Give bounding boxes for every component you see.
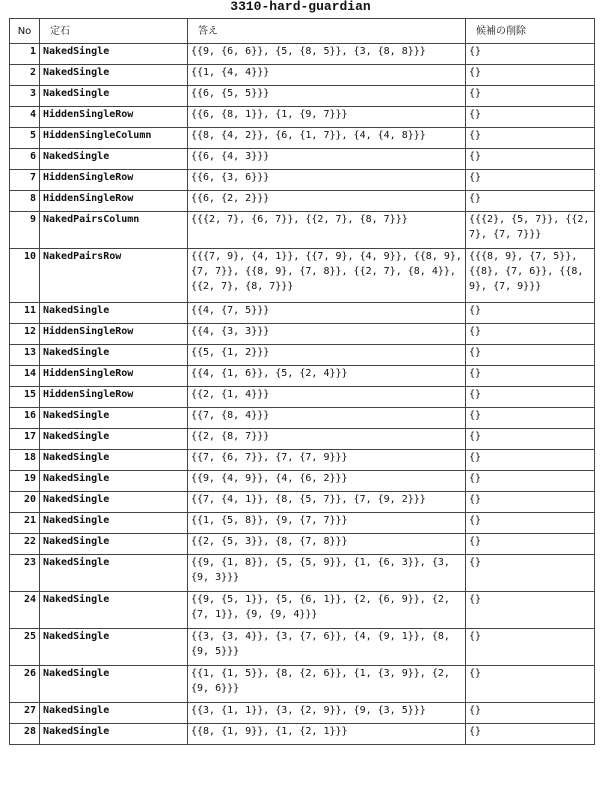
row-number: 10	[10, 249, 40, 303]
table-row	[10, 86, 595, 107]
row-number: 12	[10, 324, 40, 345]
table-row	[10, 387, 595, 408]
row-technique: NakedSingle	[40, 303, 188, 324]
row-technique: NakedSingle	[40, 555, 188, 592]
table-row	[10, 471, 595, 492]
row-answer: {{2, {5, 3}}, {8, {7, 8}}}	[188, 534, 466, 555]
row-technique: NakedSingle	[40, 534, 188, 555]
table-row	[10, 450, 595, 471]
row-number: 25	[10, 629, 40, 666]
row-technique: NakedSingle	[40, 44, 188, 65]
table-row	[10, 212, 595, 249]
row-answer: {{4, {7, 5}}}	[188, 303, 466, 324]
row-technique: NakedSingle	[40, 450, 188, 471]
table-row	[10, 629, 595, 666]
row-removal: {}	[466, 703, 595, 724]
row-removal: {}	[466, 303, 595, 324]
row-answer: {{3, {3, 4}}, {3, {7, 6}}, {4, {9, 1}}, {8, {9, 5}}}	[188, 629, 466, 666]
row-removal: {}	[466, 534, 595, 555]
row-answer: {{9, {6, 6}}, {5, {8, 5}}, {3, {8, 8}}}	[188, 44, 466, 65]
row-answer: {{8, {4, 2}}, {6, {1, 7}}, {4, {4, 8}}}	[188, 128, 466, 149]
row-removal: {}	[466, 724, 595, 745]
table-row	[10, 666, 595, 703]
table-row	[10, 65, 595, 86]
row-removal: {}	[466, 629, 595, 666]
row-number: 22	[10, 534, 40, 555]
table-row	[10, 128, 595, 149]
row-removal: {}	[466, 471, 595, 492]
row-removal: {}	[466, 170, 595, 191]
row-removal: {}	[466, 408, 595, 429]
row-removal: {}	[466, 128, 595, 149]
row-removal: {}	[466, 44, 595, 65]
row-number: 13	[10, 345, 40, 366]
row-number: 2	[10, 65, 40, 86]
row-number: 5	[10, 128, 40, 149]
solution-table	[9, 18, 595, 745]
table-row	[10, 366, 595, 387]
row-technique: NakedSingle	[40, 592, 188, 629]
row-technique: NakedSingle	[40, 666, 188, 703]
table-row	[10, 703, 595, 724]
row-answer: {{1, {4, 4}}}	[188, 65, 466, 86]
row-number: 1	[10, 44, 40, 65]
page-title: 3310-hard-guardian	[230, 0, 371, 14]
row-answer: {{4, {1, 6}}, {5, {2, 4}}}	[188, 366, 466, 387]
row-technique: NakedSingle	[40, 471, 188, 492]
row-technique: NakedSingle	[40, 86, 188, 107]
row-removal: {}	[466, 324, 595, 345]
table-row	[10, 513, 595, 534]
row-technique: NakedSingle	[40, 65, 188, 86]
row-technique: NakedSingle	[40, 149, 188, 170]
row-technique: NakedSingle	[40, 408, 188, 429]
row-technique: HiddenSingleRow	[40, 191, 188, 212]
row-answer: {{9, {1, 8}}, {5, {5, 9}}, {1, {6, 3}}, {3, {9, 3}}}	[188, 555, 466, 592]
row-number: 16	[10, 408, 40, 429]
row-answer: {{6, {5, 5}}}	[188, 86, 466, 107]
table-row	[10, 170, 595, 191]
row-number: 27	[10, 703, 40, 724]
row-removal: {}	[466, 191, 595, 212]
row-technique: NakedPairsColumn	[40, 212, 188, 249]
table-row	[10, 149, 595, 170]
row-answer: {{6, {3, 6}}}	[188, 170, 466, 191]
row-answer: {{8, {1, 9}}, {1, {2, 1}}}	[188, 724, 466, 745]
row-number: 4	[10, 107, 40, 128]
row-removal: {{{2}, {5, 7}}, {{2, 7}, {7, 7}}}	[466, 212, 595, 249]
header-row	[10, 19, 595, 44]
row-removal: {}	[466, 65, 595, 86]
row-answer: {{1, {5, 8}}, {9, {7, 7}}}	[188, 513, 466, 534]
row-removal: {}	[466, 387, 595, 408]
row-removal: {}	[466, 666, 595, 703]
row-technique: NakedSingle	[40, 724, 188, 745]
row-technique: NakedSingle	[40, 513, 188, 534]
table-row	[10, 191, 595, 212]
row-removal: {}	[466, 366, 595, 387]
row-number: 20	[10, 492, 40, 513]
row-technique: NakedSingle	[40, 345, 188, 366]
row-number: 6	[10, 149, 40, 170]
row-removal: {}	[466, 555, 595, 592]
table-row	[10, 249, 595, 303]
table-row	[10, 492, 595, 513]
row-removal: {}	[466, 492, 595, 513]
table-row	[10, 592, 595, 629]
header-removal: 候補の削除	[466, 19, 595, 44]
row-number: 9	[10, 212, 40, 249]
row-removal: {}	[466, 592, 595, 629]
row-answer: {{7, {4, 1}}, {8, {5, 7}}, {7, {9, 2}}}	[188, 492, 466, 513]
row-technique: HiddenSingleRow	[40, 366, 188, 387]
row-number: 3	[10, 86, 40, 107]
row-answer: {{7, {8, 4}}}	[188, 408, 466, 429]
table-row	[10, 345, 595, 366]
row-answer: {{9, {5, 1}}, {5, {6, 1}}, {2, {6, 9}}, {2, {7, 1}}, {9, {9, 4}}}	[188, 592, 466, 629]
row-answer: {{{7, 9}, {4, 1}}, {{7, 9}, {4, 9}}, {{8, 9}, {7, 7}}, {{8, 9}, {7, 8}}, {{2, 7}, {8, 4}}, {{2, 7}, {8, 7}}}	[188, 249, 466, 303]
row-technique: NakedSingle	[40, 429, 188, 450]
row-answer: {{5, {1, 2}}}	[188, 345, 466, 366]
row-answer: {{2, {8, 7}}}	[188, 429, 466, 450]
table-row	[10, 429, 595, 450]
row-number: 23	[10, 555, 40, 592]
row-answer: {{2, {1, 4}}}	[188, 387, 466, 408]
row-removal: {}	[466, 149, 595, 170]
row-answer: {{1, {1, 5}}, {8, {2, 6}}, {1, {3, 9}}, {2, {9, 6}}}	[188, 666, 466, 703]
table-row	[10, 44, 595, 65]
table-row	[10, 555, 595, 592]
table-row	[10, 324, 595, 345]
row-technique: NakedSingle	[40, 629, 188, 666]
row-number: 7	[10, 170, 40, 191]
row-removal: {}	[466, 429, 595, 450]
table-row	[10, 303, 595, 324]
row-number: 21	[10, 513, 40, 534]
row-number: 14	[10, 366, 40, 387]
row-answer: {{3, {1, 1}}, {3, {2, 9}}, {9, {3, 5}}}	[188, 703, 466, 724]
row-answer: {{6, {4, 3}}}	[188, 149, 466, 170]
row-answer: {{7, {6, 7}}, {7, {7, 9}}}	[188, 450, 466, 471]
row-number: 26	[10, 666, 40, 703]
row-technique: NakedSingle	[40, 492, 188, 513]
row-removal: {}	[466, 86, 595, 107]
header-no: No	[10, 19, 40, 44]
row-technique: NakedPairsRow	[40, 249, 188, 303]
table-row	[10, 724, 595, 745]
row-number: 19	[10, 471, 40, 492]
row-number: 8	[10, 191, 40, 212]
row-number: 28	[10, 724, 40, 745]
row-technique: HiddenSingleRow	[40, 324, 188, 345]
row-technique: HiddenSingleRow	[40, 107, 188, 128]
row-removal: {}	[466, 107, 595, 128]
row-number: 17	[10, 429, 40, 450]
row-technique: HiddenSingleColumn	[40, 128, 188, 149]
row-answer: {{6, {8, 1}}, {1, {9, 7}}}	[188, 107, 466, 128]
row-removal: {}	[466, 345, 595, 366]
row-number: 24	[10, 592, 40, 629]
row-number: 18	[10, 450, 40, 471]
row-technique: NakedSingle	[40, 703, 188, 724]
row-number: 15	[10, 387, 40, 408]
row-number: 11	[10, 303, 40, 324]
row-answer: {{6, {2, 2}}}	[188, 191, 466, 212]
row-answer: {{4, {3, 3}}}	[188, 324, 466, 345]
row-technique: HiddenSingleRow	[40, 387, 188, 408]
row-technique: HiddenSingleRow	[40, 170, 188, 191]
header-technique: 定石	[40, 19, 188, 44]
table-row	[10, 408, 595, 429]
table-row	[10, 107, 595, 128]
row-removal: {}	[466, 513, 595, 534]
row-removal: {}	[466, 450, 595, 471]
row-answer: {{{2, 7}, {6, 7}}, {{2, 7}, {8, 7}}}	[188, 212, 466, 249]
header-answer: 答え	[188, 19, 466, 44]
table-row	[10, 534, 595, 555]
row-removal: {{{8, 9}, {7, 5}}, {{8}, {7, 6}}, {{8, 9}, {7, 9}}}	[466, 249, 595, 303]
row-answer: {{9, {4, 9}}, {4, {6, 2}}}	[188, 471, 466, 492]
